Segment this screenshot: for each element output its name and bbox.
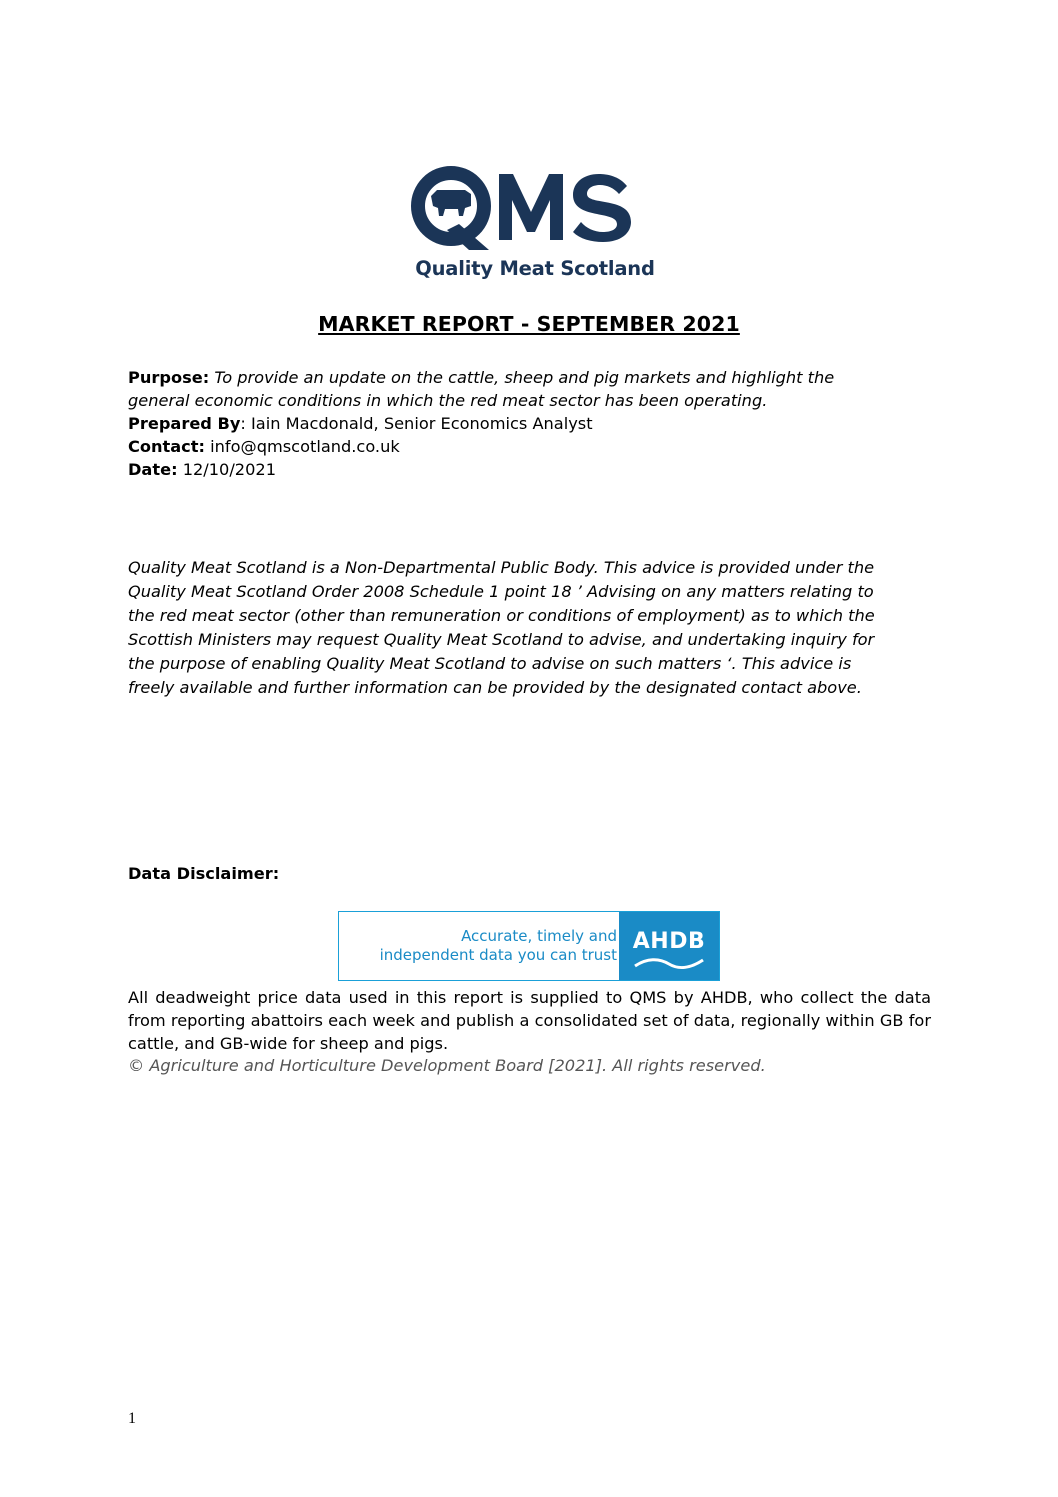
ahdb-logo-text: AHDB [632,929,706,954]
prepared-row [128,412,928,435]
report-meta [128,366,928,481]
ahdb-banner-line-1: Accurate, timely and [461,927,617,945]
ahdb-banner-line-2: independent data you can trust [379,946,617,964]
contact-label: Contact: [128,437,205,456]
contact-row [128,435,928,458]
ahdb-wave-icon [633,956,705,970]
date-text: 12/10/2021 [177,460,277,479]
ahdb-banner-text [347,927,617,965]
qms-logo-mark [407,166,663,254]
prepared-text: : Iain Macdonald, Senior Economics Analyst [240,414,593,433]
disclaimer-heading: Data Disclaimer: [128,864,280,883]
ahdb-logo [619,912,719,980]
logo-subtitle: Quality Meat Scotland [415,257,655,280]
purpose-label: Purpose: [128,368,210,387]
date-label: Date: [128,460,178,479]
contact-text: info@qmscotland.co.uk [205,437,400,456]
date-row [128,458,928,481]
report-title: MARKET REPORT - SEPTEMBER 2021 [318,312,740,336]
purpose-text: To provide an update on the cattle, sheep and pig markets and highlight the [209,368,835,387]
purpose-text-2: general economic conditions in which the red meat sector has been operating. [128,391,768,410]
page-number: 1 [128,1410,136,1427]
purpose-row-2 [128,389,928,412]
ahdb-banner [338,911,720,981]
copyright-notice: © Agriculture and Horticulture Development Board [2021]. All rights reserved. [128,1056,766,1075]
advice-paragraph: Quality Meat Scotland is a Non-Departmental Public Body. This advice is provided under the Quality Meat Scotland Order 2008 Schedule 1 point 18 ’ Advising on any matters relating to the red meat sector (other than remuneration or conditions of employment) as to which the Scottish Ministers may request Quality Meat Scotland to advise, and undertaking inquiry for the purpose of enabling Quality Meat Scotland to advise on such matters ‘. This advice is freely available and further information can be provided by the designated contact above. [128,558,875,697]
disclaimer-body: All deadweight price data used in this report is supplied to QMS by AHDB, who collect the data from reporting abattoirs each week and publish a consolidated set of data, regionally within GB for cattle, and GB-wide for sheep and pigs. [128,988,931,1053]
prepared-label: Prepared By [128,414,241,433]
qms-logo [407,166,663,284]
purpose-row [128,366,928,389]
